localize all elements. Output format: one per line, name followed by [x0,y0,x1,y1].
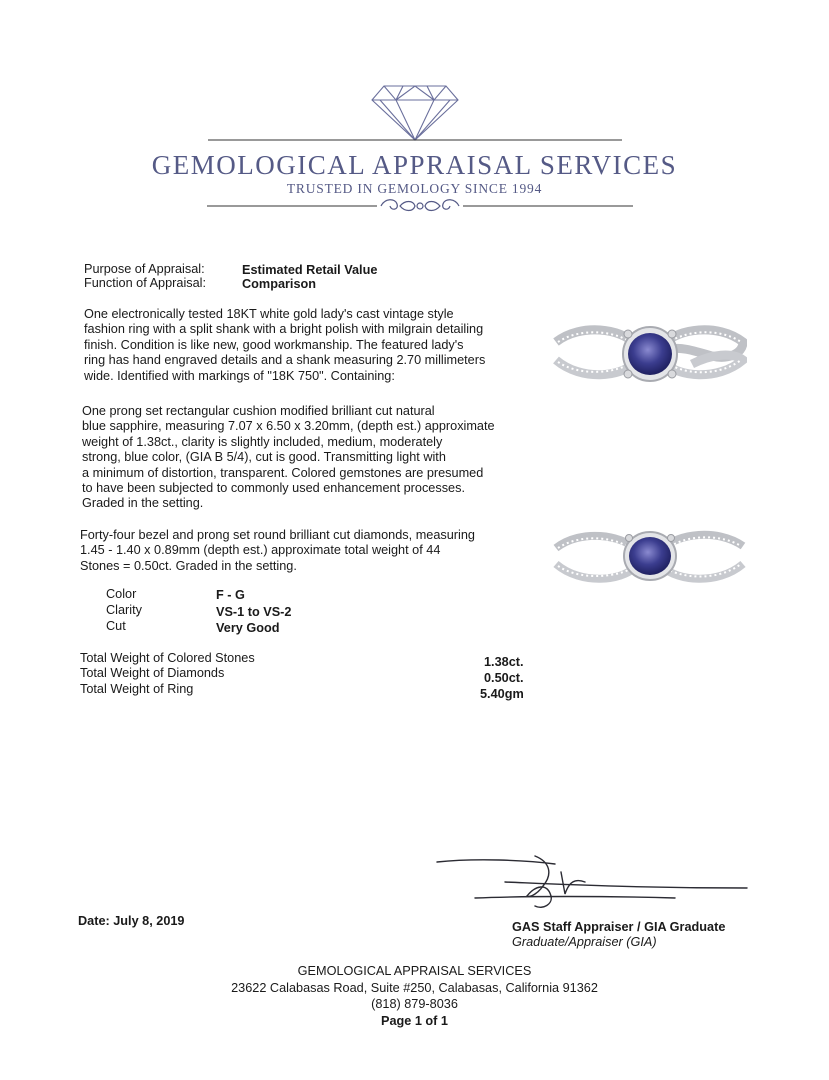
grade-label-clarity: Clarity [106,603,142,617]
purpose-value: Estimated Retail Value [242,263,378,277]
total-label-diamonds: Total Weight of Diamonds [80,666,225,680]
ring-top-view-photo [552,312,747,412]
appraiser-title: GAS Staff Appraiser / GIA Graduate [512,920,726,934]
grade-value-color: F - G [216,588,245,602]
total-value-ring: 5.40gm [480,687,524,701]
appraisal-date: Date: July 8, 2019 [78,914,185,928]
scroll-ornament-icon [205,196,635,216]
grade-label-cut: Cut [106,619,126,633]
function-label: Function of Appraisal: [84,276,207,290]
grade-value-cut: Very Good [216,621,280,635]
total-label-ring: Total Weight of Ring [80,682,194,696]
ring-description: One electronically tested 18KT white gold lady's cast vintage style fashion ring with a split shank with a bright polish with milgrain detailing finish. Condition is like new, good workmanship. The featured lady's ring has hand engraved details and a shank measuring 2.70 millimeters wide. Identified with markings of "18K 750". Containing: [84,307,486,383]
footer-company: GEMOLOGICAL APPRAISAL SERVICES [297,964,532,978]
appraiser-signature [435,852,750,918]
company-title: GEMOLOGICAL APPRAISAL SERVICES [151,150,678,180]
total-value-colored-stones: 1.38ct. [484,655,524,669]
sapphire-description: One prong set rectangular cushion modified brilliant cut natural blue sapphire, measuring 7.07 x 6.50 x 3.20mm, (depth est.) approximate weight of 1.38ct., clarity is slightly included, medium, moderately strong, blue color, (GIA B 5/4), cut is good. Transmitting light with a minimum of distortion, transparent. Colored gemstones are presumed to have been subjected to commonly used enhancement processes. Graded in the setting. [82,404,495,511]
total-value-diamonds: 0.50ct. [484,671,524,685]
company-tagline: TRUSTED IN GEMOLOGY SINCE 1994 [286,181,543,196]
page-number: Page 1 of 1 [381,1014,448,1028]
appraiser-subtitle: Graduate/Appraiser (GIA) [512,935,657,949]
diamonds-description: Forty-four bezel and prong set round brilliant cut diamonds, measuring 1.45 - 1.40 x 0.89mm (depth est.) approximate total weight of 44 Stones = 0.50ct. Graded in the setting. [80,528,475,573]
footer-address: 23622 Calabasas Road, Suite #250, Calabasas, California 91362 [231,981,598,995]
purpose-label: Purpose of Appraisal: [84,262,205,276]
ring-angled-view-photo [552,520,747,605]
footer-phone: (818) 879-8036 [371,997,458,1011]
logo-diamond-icon [200,78,630,148]
total-label-colored-stones: Total Weight of Colored Stones [80,651,255,665]
function-value: Comparison [242,277,317,291]
grade-label-color: Color [106,587,137,601]
grade-value-clarity: VS-1 to VS-2 [216,605,292,619]
